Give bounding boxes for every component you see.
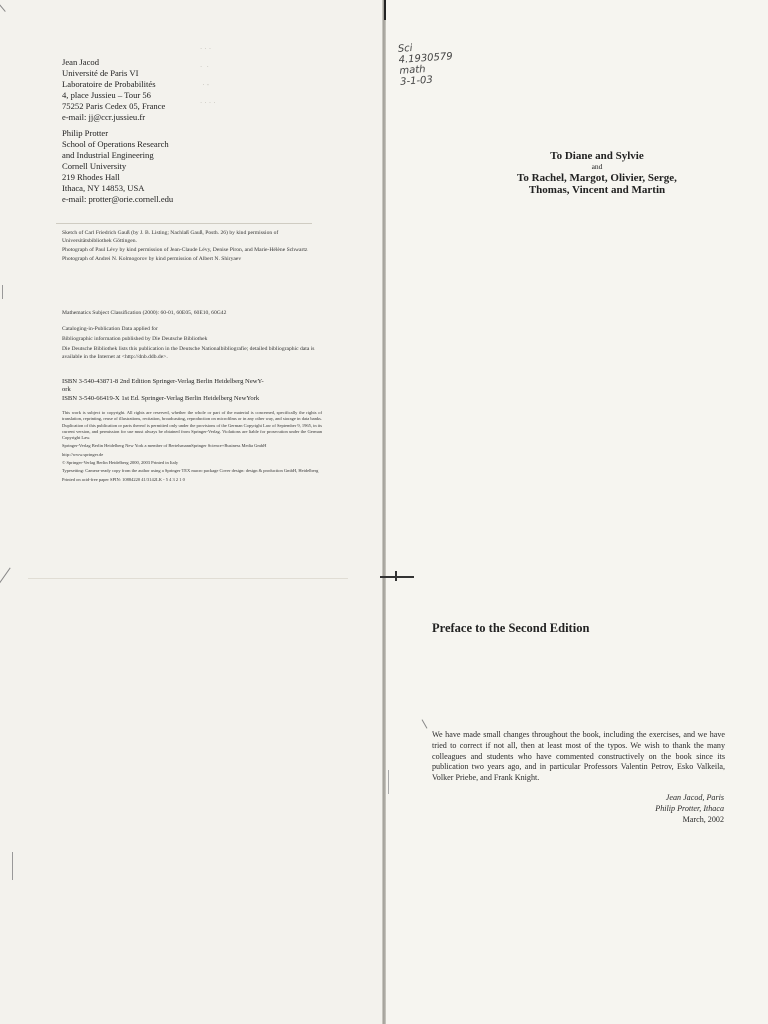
credit-line: Photograph of Andrei N. Kolmogorov by kind permission of Albert N. Shiryaev: [62, 256, 242, 262]
copyright-line: © Springer-Verlag Berlin Heidelberg 2000, 2003 Printed in Italy: [62, 460, 179, 466]
cip-line: Cataloging-in-Publication Data applied for: [62, 326, 158, 332]
signature-line: Jean Jacod, Paris: [665, 793, 724, 802]
book-gutter: [382, 0, 386, 1024]
scan-mark: [384, 0, 386, 20]
isbn-line: ISBN 3-540-66419-X 1st Ed. Springer-Verlag Berlin Heidelberg NewYork: [62, 394, 260, 402]
address-line: 4, place Jussieu – Tour 56: [62, 90, 151, 100]
copyright-line: This work is subject to copyright. All rights are reserved, whether the whole or part of the material is concerned, specifically the rights of translation, reprinting, reuse of illustrations, recitation, broadcasting, reproduction on microfilms or in any other way, and storage in data banks. Duplication of this publication or parts thereof is permitted only under the provisions of the German Copyright Law of September 9, 1965, in its current version, and permission for use must always be obtained from Springer-Verlag. Violations are liable for prosecution under the German Copyright Law.: [62, 410, 322, 441]
note-line: 3-1-03: [399, 74, 434, 88]
copyright-line: Typesetting: Camera-ready copy from the author using a Springer TEX macro package Cover design: design & production GmbH, Heidelberg: [62, 468, 319, 474]
dedication-line: To Diane and Sylvie: [550, 150, 644, 162]
copyright-notice: [62, 410, 322, 485]
handwritten-note: [398, 40, 455, 88]
credit-line: Photograph of Paul Lévy by kind permission of Jean-Claude Lévy, Denise Piron, and Marie-Hélène Schwartz: [62, 247, 308, 253]
copyright-line: Printed on acid-free paper SPIN: 10884220 41/3142LK - 5 4 3 2 1 0: [62, 476, 185, 482]
address-line: Cornell University: [62, 161, 127, 171]
preface-signature: [560, 793, 724, 825]
scan-mark: [380, 576, 414, 578]
isbn-block: [62, 378, 324, 403]
divider: [56, 223, 312, 224]
address-line: Laboratoire de Probabilités: [62, 79, 156, 89]
address-line: 75252 Paris Cedex 05, France: [62, 101, 166, 111]
illustration-credits: [62, 229, 312, 264]
note-line: math: [399, 64, 426, 77]
cip-line: Die Deutsche Bibliothek lists this publication in the Deutsche Nationalbibliografie; detailed bibliographic data is available in the Internet at <http://dnb.ddb.de>.: [62, 346, 315, 360]
scan-mark: [395, 571, 397, 581]
preface-title: Preface to the Second Edition: [432, 621, 590, 635]
dedication-line: Thomas, Vincent and Martin: [528, 184, 666, 196]
address-line: Philip Protter: [62, 128, 109, 138]
address-line: Université de Paris VI: [62, 68, 139, 78]
address-line: and Industrial Engineering: [62, 150, 154, 160]
dedication-and: and: [591, 162, 603, 171]
author-address-jacod: [62, 57, 165, 123]
signature-line: Philip Protter, Ithaca: [655, 803, 724, 813]
address-line: Ithaca, NY 14853, USA: [62, 183, 145, 193]
dedication-line: To Rachel, Margot, Olivier, Serge,: [517, 172, 677, 184]
note-line: Sci: [397, 42, 413, 55]
scan-mark: [12, 852, 13, 880]
isbn-line: ISBN 3-540-43871-8 2nd Edition Springer-Verlag Berlin Heidelberg NewY-: [62, 378, 264, 385]
address-line: e-mail: protter@orie.cornell.edu: [62, 194, 174, 204]
credit-line: Sketch of Carl Friedrich Gauß (by J. B. Listing; Nachlaß Gauß, Posth. 26) by kind permission of Universitätsbibliothek Göttingen.: [62, 230, 279, 244]
scan-mark: [388, 770, 389, 794]
cip-line: Bibliographic information published by Die Deutsche Bibliothek: [62, 336, 208, 342]
signature-date: March, 2002: [682, 814, 724, 824]
divider: [28, 578, 348, 579]
pencil-marks: · · · · · · - · · · ·: [200, 45, 216, 107]
copyright-line: Springer-Verlag Berlin Heidelberg New York a member of BertelsmannSpringer Science+Business Media GmbH: [62, 443, 267, 449]
address-line: e-mail: jj@ccr.jussieu.fr: [62, 112, 146, 122]
address-line: School of Operations Research: [62, 139, 169, 149]
preface-body: We have made small changes throughout the book, including the exercises, and we have tried to correct if not all, then at least most of the typos. We wish to thank the many colleagues and students who have commented constructively on the book since its publication two years ago, and in particular Professors Valentin Petrov, Esko Valkeila, Volker Priebe, and Frank Knight.: [432, 730, 725, 783]
subject-classification: Mathematics Subject Classification (2000): 60-01, 60E05, 60E10, 60G42: [62, 310, 227, 316]
dedication: [462, 150, 732, 196]
author-address-protter: [62, 128, 173, 205]
address-line: 219 Rhodes Hall: [62, 172, 120, 182]
cataloging-data: [62, 325, 322, 363]
address-line: Jean Jacod: [62, 57, 99, 67]
copyright-line: http://www.springer.de: [62, 451, 104, 457]
scan-mark: [2, 285, 3, 299]
note-line: 4.1930579: [398, 51, 454, 66]
isbn-line: ork: [62, 386, 71, 394]
